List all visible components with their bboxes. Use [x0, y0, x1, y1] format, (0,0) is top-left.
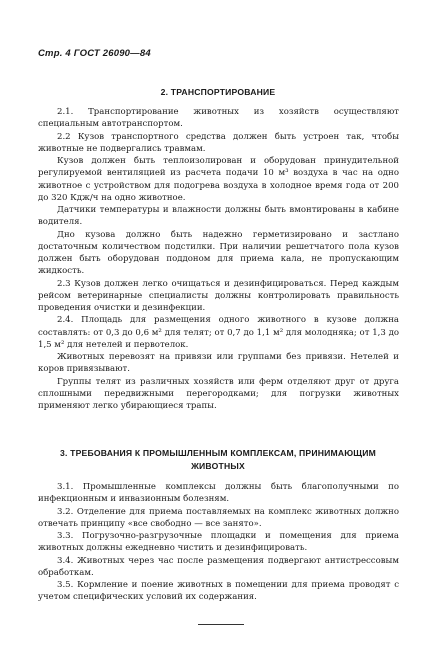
paragraph-3-1: 3.1. Промышленные комплексы должны быть благополучными по инфекционным и инвазионным болезням.: [38, 482, 399, 505]
paragraph-2-4: 2.4. Площадь для размещения одного животного в кузове должна составлять: от 0,3 до 0,6 м² для телят; от 0,7 до 1,1 м² для молодняка; от 1,3 до 1,5 м² для нетелей и первотелок.: [38, 315, 399, 350]
paragraph-tethering: Животных перевозят на привязи или группами без привязи. Нетелей и коров привязывают.: [38, 352, 399, 375]
paragraph-3-4: 3.4. Животных через час после размещения подвергают антистрессовым обработкам.: [38, 555, 399, 578]
paragraph-partitions: Группы телят из различных хозяйств или ферм отделяют друг от друга сплошными передвижными перегородками; для погрузки животных применяют легко убирающиеся трапы.: [38, 376, 399, 411]
end-divider: [198, 624, 244, 625]
paragraph-2-2: 2.2 Кузов транспортного средства должен быть устроен так, чтобы животные не подвергались травмам.: [38, 131, 399, 154]
section-3-title: 3. ТРЕБОВАНИЯ К ПРОМЫШЛЕННЫМ КОМПЛЕКСАМ, ПРИНИМАЮЩИМ ЖИВОТНЫХ: [60, 448, 376, 471]
section-2-body: [38, 106, 399, 412]
section-2-title: 2. ТРАНСПОРТИРОВАНИЕ: [160, 87, 276, 97]
page-header: Стр. 4 ГОСТ 26090—84: [38, 48, 151, 59]
paragraph-3-3: 3.3. Погрузочно-разгрузочные площадки и помещения для приема животных должны ежедневно чистить и дезинфицировать.: [38, 531, 399, 554]
paragraph-sensors: Датчики температуры и влажности должны быть вмонтированы в кабине водителя.: [38, 205, 399, 228]
paragraph-floor: Дно кузова должно быть надежно герметизировано и застлано достаточным количеством подстилки. При наличии решетчатого пола кузов должен быть оборудован поддоном для приема кала, не пропускающим жидкость.: [38, 229, 399, 277]
paragraph-2-1: 2.1. Транспортирование животных из хозяйств осуществляют специальным автотранспортом.: [38, 107, 399, 130]
paragraph-body-ventilation: Кузов должен быть теплоизолирован и оборудован принудительной регулируемой вентиляцией из расчета подачи 10 м³ воздуха в час на одно животное с устройством для подогрева воздуха в холодное время года от 200 до 320 Кдж/ч на одно животное.: [38, 156, 399, 203]
section-3-body: [38, 481, 399, 604]
paragraph-3-2: 3.2. Отделение для приема поставляемых на комплекс животных должно отвечать принципу «все свободно — все занято».: [38, 506, 399, 529]
paragraph-3-5: 3.5. Кормление и поение животных в помещении для приема проводят с учетом специфических условий их содержания.: [38, 580, 399, 603]
paragraph-2-3: 2.3 Кузов должен легко очищаться и дезинфицироваться. Перед каждым рейсом ветеринарные специалисты должны контролировать правильность проведения очистки и дезинфекции.: [38, 278, 399, 313]
